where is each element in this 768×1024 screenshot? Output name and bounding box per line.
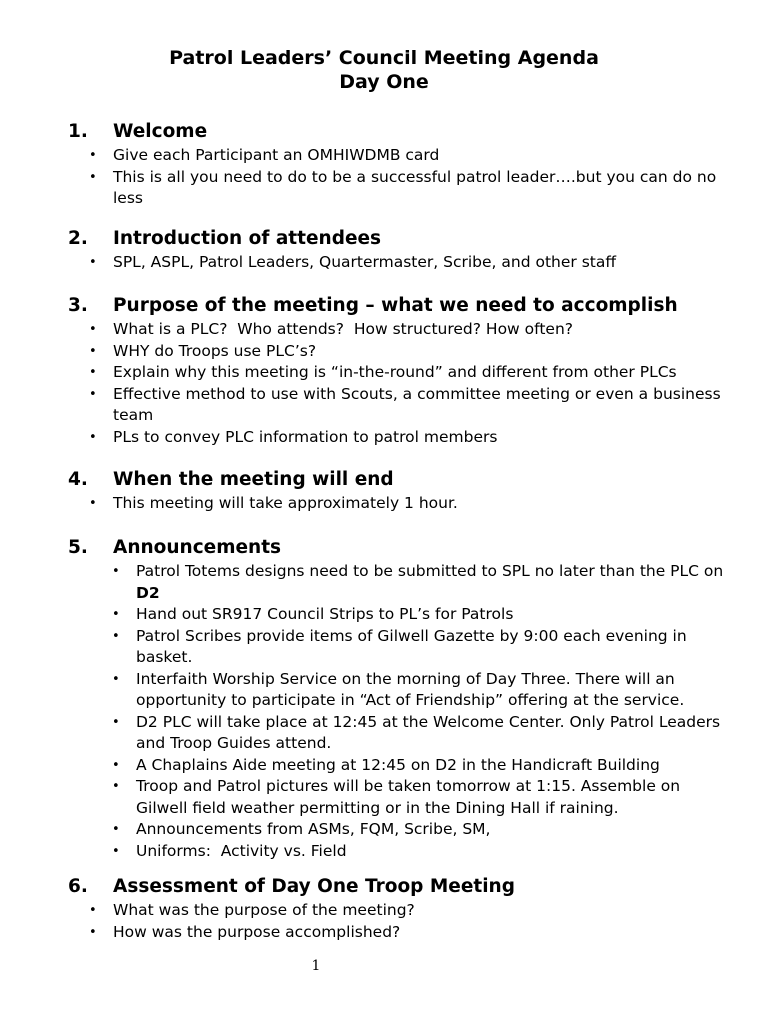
section-heading (0, 119, 768, 145)
section-heading (0, 535, 768, 561)
section-introduction (0, 226, 768, 274)
list-item: • Interfaith Worship Service on the morning of Day Three. There will an opportunity to participate in “Act of Friendship” offering at the service. (112, 669, 685, 709)
section-title: Introduction of attendees (113, 228, 382, 249)
list-item: • WHY do Troops use PLC’s? (0, 341, 768, 363)
section-assessment (0, 874, 768, 943)
list-item: • Uniforms: Activity vs. Field (0, 841, 768, 863)
document-title (0, 46, 768, 94)
section-number: 4. (68, 469, 88, 490)
list-item: • Give each Participant an OMHIWDMB card (0, 145, 768, 167)
list-item: • SPL, ASPL, Patrol Leaders, Quartermaster, Scribe, and other staff (0, 252, 768, 274)
section-purpose (0, 293, 768, 448)
section-number: 5. (68, 537, 88, 558)
list-item: • Patrol Scribes provide items of Gilwell Gazette by 9:00 each evening in basket. (112, 626, 687, 666)
bullet-icon: • (112, 628, 120, 644)
list-item: • Patrol Totems designs need to be submitted to SPL no later than the PLC on D2 (112, 562, 724, 602)
section-heading (0, 226, 768, 252)
bullet-icon: • (112, 564, 120, 579)
bullet-icon: • (89, 903, 97, 918)
bullet-icon: • (89, 365, 97, 380)
section-heading (0, 293, 768, 319)
bullet-icon: • (89, 496, 97, 511)
section-title: Purpose of the meeting – what we need to accomplish (113, 295, 678, 316)
title-line-2: Day One (339, 71, 429, 93)
section-number: 2. (68, 228, 88, 249)
bullet-icon: • (89, 148, 97, 163)
list-item: • This is all you need to do to be a successful patrol leader….but you can do no less (89, 167, 717, 207)
bullet-icon: • (89, 169, 97, 185)
section-title: Welcome (113, 121, 208, 142)
bullet-icon: • (112, 843, 120, 859)
bullet-icon: • (89, 343, 97, 359)
bullet-icon: • (112, 822, 120, 837)
section-announcements (0, 535, 768, 862)
bold-day-ref: D2 (136, 583, 160, 602)
bullet-icon: • (89, 386, 97, 402)
list-item: • D2 PLC will take place at 12:45 at the Welcome Center. Only Patrol Leaders and Troop Guides attend. (112, 712, 721, 752)
list-item: • What was the purpose of the meeting? (0, 900, 768, 922)
section-end-time (0, 467, 768, 515)
list-item: • Effective method to use with Scouts, a committee meeting or even a business team (89, 384, 721, 424)
list-item: • This meeting will take approximately 1 hour. (0, 493, 768, 515)
section-number: 1. (68, 121, 88, 142)
bullet-icon: • (89, 322, 97, 337)
list-item: • PLs to convey PLC information to patrol members (0, 427, 768, 449)
list-item: • A Chaplains Aide meeting at 12:45 on D2 in the Handicraft Building (0, 755, 768, 777)
bullet-icon: • (89, 924, 97, 940)
title-line-1: Patrol Leaders’ Council Meeting Agenda (169, 47, 599, 69)
list-item: • Hand out SR917 Council Strips to PL’s for Patrols (0, 604, 768, 626)
page-number: 1 (311, 958, 321, 974)
section-heading (0, 467, 768, 493)
bullet-icon: • (112, 757, 120, 773)
section-title: When the meeting will end (113, 469, 394, 490)
section-welcome (0, 119, 768, 210)
list-item: • What is a PLC? Who attends? How structured? How often? (0, 319, 768, 341)
list-item: • Explain why this meeting is “in-the-round” and different from other PLCs (0, 362, 768, 384)
bullet-icon: • (89, 255, 97, 270)
bullet-icon: • (112, 671, 120, 687)
bullet-icon: • (112, 607, 120, 622)
section-title: Announcements (113, 537, 282, 558)
section-number: 6. (68, 876, 88, 897)
list-item: • Troop and Patrol pictures will be taken tomorrow at 1:15. Assemble on Gilwell field weather permitting or in the Dining Hall if raining. (112, 777, 681, 817)
list-item: • Announcements from ASMs, FQM, Scribe, SM, (0, 819, 768, 841)
section-title: Assessment of Day One Troop Meeting (113, 876, 515, 897)
section-number: 3. (68, 295, 88, 316)
list-item: • How was the purpose accomplished? (0, 922, 768, 944)
bullet-icon: • (112, 714, 120, 730)
bullet-icon: • (112, 779, 120, 794)
section-heading (0, 874, 768, 900)
bullet-icon: • (89, 429, 97, 445)
